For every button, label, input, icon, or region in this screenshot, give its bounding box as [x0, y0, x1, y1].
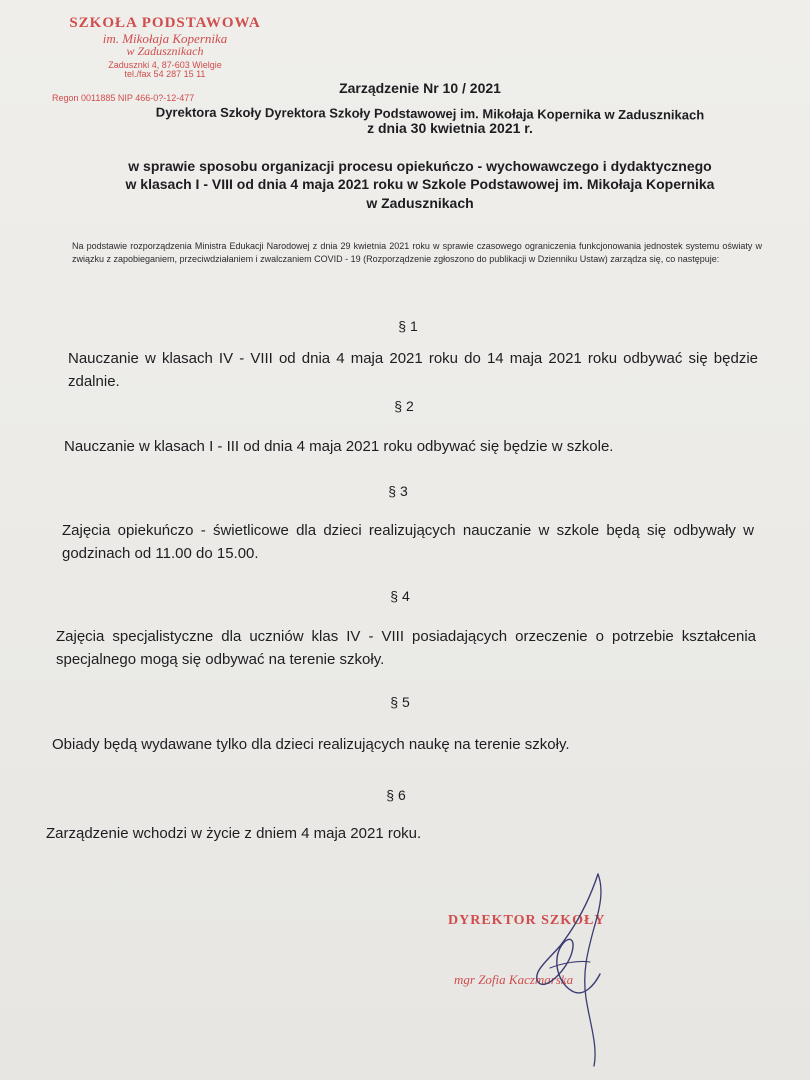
stamp-location: w Zadusznikach: [126, 44, 204, 59]
legal-basis-preamble: Na podstawie rozporządzenia Ministra Edukacji Narodowej z dnia 29 kwietnia 2021 roku w sprawie czasowego ograniczenia funkcjonowania jednostek systemu oświaty w związku z zapobieganiem, przeciwdziałaniem i zwalczaniem COVID - 19 (Rozporządzenie zgłoszono do publikacji w Dzienniku Ustaw) zarządza się, co następuje:: [72, 241, 762, 265]
ordinance-subject: [60, 157, 780, 212]
subject-line-2: w klasach I - VIII od dnia 4 maja 2021 roku w Szkole Podstawowej im. Mikołaja Kopernika: [125, 176, 715, 193]
section-text-6: Zarządzenie wchodzi w życie z dniem 4 maja 2021 roku.: [46, 825, 422, 842]
director-stamp-name: mgr Zofia Kaczmarska: [454, 972, 574, 987]
ordinance-date: z dnia 30 kwietnia 2021 r.: [367, 120, 533, 136]
stamp-phone: tel./fax 54 287 15 11: [124, 69, 206, 80]
stamp-regon: Regon 0011885 NIP 466-0?-12-477: [52, 93, 195, 103]
section-text-1: Nauczanie w klasach IV - VIII od dnia 4 maja 2021 roku do 14 maja 2021 roku odbywać się będzie zdalnie.: [68, 350, 758, 390]
ordinance-issuer: Dyrektora Szkoły Dyrektora Szkoły Podstawowej im. Mikołaja Kopernika w Zadusznikach: [155, 104, 705, 123]
stamp-address: Zadusznki 4, 87-603 Wielgie: [108, 59, 222, 70]
section-sign-2: § 2: [394, 398, 414, 414]
section-sign-6: § 6: [386, 787, 406, 803]
section-text-4: Zajęcia specjalistyczne dla uczniów klas IV - VIII posiadających orzeczenie o potrzebie kształcenia specjalnego mogą się odbywać na terenie szkoły.: [56, 628, 756, 668]
stamp-school-name: SZKOŁA PODSTAWOWA: [69, 15, 261, 31]
section-text-3: Zajęcia opiekuńczo - świetlicowe dla dzieci realizujących nauczanie w szkole będą się odbywały w godzinach od 11.00 do 15.00.: [62, 522, 754, 562]
stamp-patron: im. Mikołaja Kopernika: [102, 30, 228, 46]
subject-line-3: w Zadusznikach: [366, 194, 474, 211]
section-sign-4: § 4: [390, 588, 410, 604]
section-text-2: Nauczanie w klasach I - III od dnia 4 maja 2021 roku odbywać się będzie w szkole.: [64, 438, 614, 455]
ordinance-number: Zarządzenie Nr 10 / 2021: [339, 80, 501, 96]
section-text-5: Obiady będą wydawane tylko dla dzieci realizujących naukę na terenie szkoły.: [52, 736, 570, 753]
school-stamp: [50, 15, 280, 103]
section-sign-5: § 5: [390, 694, 410, 710]
section-sign-3: § 3: [388, 483, 408, 499]
section-sign-1: § 1: [398, 318, 418, 334]
subject-line-1: w sprawie sposobu organizacji procesu opiekuńczo - wychowawczego i dydaktycznego: [128, 158, 712, 174]
handwritten-signature: [520, 868, 630, 1068]
director-stamp-title: DYREKTOR SZKOŁY: [448, 913, 606, 928]
